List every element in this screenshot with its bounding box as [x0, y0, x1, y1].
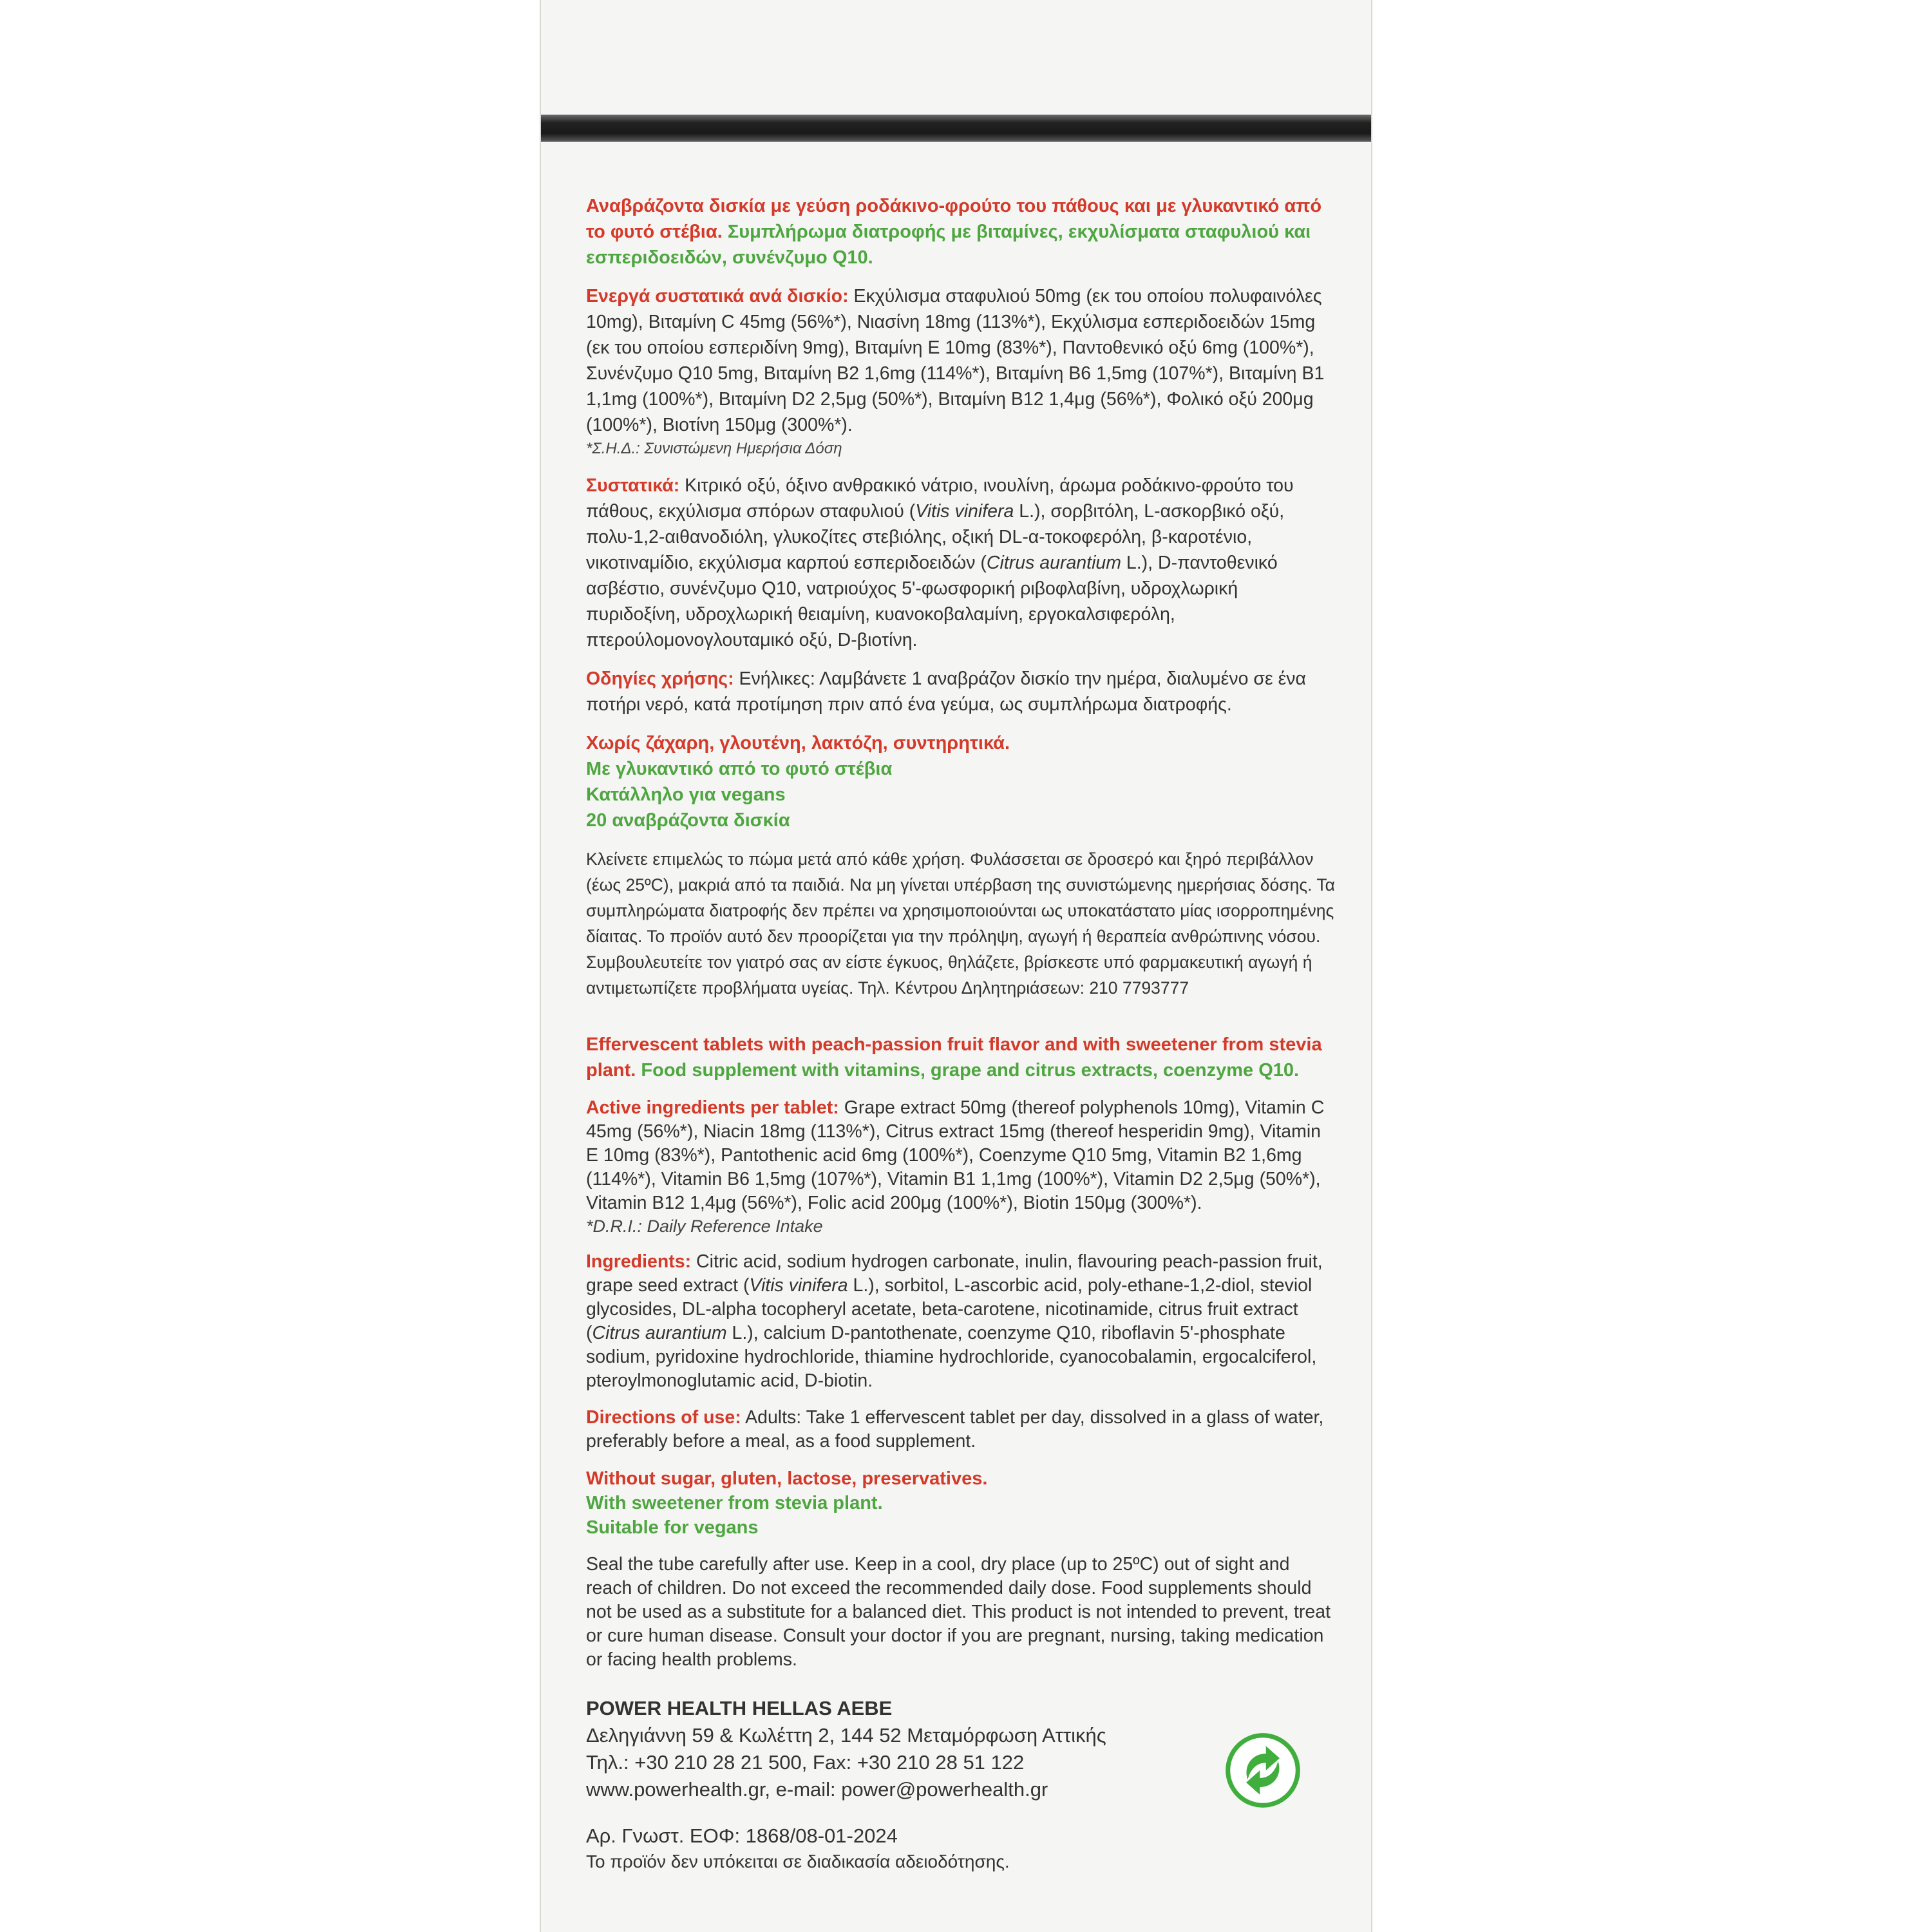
- greek-active-label: Ενεργά συστατικά ανά δισκίο:: [586, 286, 849, 307]
- company-phone: Τηλ.: +30 210 28 21 500, Fax: +30 210 28 51 122: [586, 1751, 1025, 1774]
- english-active-ingredients: [586, 1096, 1336, 1237]
- english-warnings: Seal the tube carefully after use. Keep in a cool, dry place (up to 25ºC) out of sight and reach of children. Do not exceed the recommended daily dose. Food supplements should not be used as a substitute for a balanced diet. This product is not intended to prevent, treat or cure human disease. Consult your doctor if you are pregnant, nursing, taking medication or facing health problems.: [586, 1554, 1331, 1670]
- greek-sweetener: Με γλυκαντικό από το φυτό στέβια: [586, 759, 893, 779]
- greek-directions-label: Οδηγίες χρήσης:: [586, 668, 734, 689]
- english-directions-text: Adults: Take 1 effervescent tablet per day, dissolved in a glass of water, preferably before a meal, as a food supplement.: [586, 1407, 1324, 1452]
- greek-ingredients-italic-2: Citrus aurantium: [986, 553, 1121, 573]
- greek-ingredients: [586, 473, 1336, 653]
- greek-ingredients-text-3: L.), D-παντοθενικό ασβέστιο, συνένζυμο Q10, νατριούχος 5'-φωσφορική ριβοφλαβίνη, υδροχλωρική πυριδοξίνη, υδροχλωρική θειαμίνη, κυανοκοβαλαμίνη, εργοκαλσιφερόλη, πτερούλομονογλουταμικό οξύ, D-βιοτίνη.: [586, 553, 1278, 650]
- greek-claims: [586, 730, 1336, 833]
- greek-headline-red: Αναβράζοντα δισκία με γεύση ροδάκινο-φρούτο του πάθους και με γλυκαντικό από το φυτό στέβια.: [586, 196, 1322, 242]
- english-sweetener: With sweetener from stevia plant.: [586, 1493, 883, 1513]
- english-claims: [586, 1466, 1336, 1540]
- licensing-note: Το προϊόν δεν υπόκειται σε διαδικασία αδειοδότησης.: [586, 1852, 1010, 1871]
- company-web: www.powerhealth.gr, e-mail: power@powerhealth.gr: [586, 1778, 1048, 1801]
- english-ingredients: [586, 1250, 1336, 1393]
- company-address: Δεληγιάννη 59 & Κωλέττη 2, 144 52 Μεταμόρφωση Αττικής: [586, 1724, 1106, 1747]
- english-headline: [586, 1032, 1336, 1083]
- english-headline-red: Effervescent tablets with peach-passion fruit flavor and with sweetener from stevia plant.: [586, 1034, 1322, 1081]
- english-ingredients-text-2: L.), sorbitol, L-ascorbic acid, poly-ethane-1,2-diol, steviol glycosides, DL-alpha tocopheryl acetate, beta-carotene, nicotinamide, citrus fruit extract (: [586, 1275, 1312, 1343]
- greek-free-from: Χωρίς ζάχαρη, γλουτένη, λακτόζη, συντηρητικά.: [586, 733, 1010, 753]
- greek-headline-green: Συμπλήρωμα διατροφής με βιταμίνες, εκχυλίσματα σταφυλιού και εσπεριδοειδών, συνένζυμο Q10.: [586, 222, 1311, 268]
- english-dri-note: *D.R.I.: Daily Reference Intake: [586, 1217, 823, 1236]
- english-ingredients-italic-2: Citrus aurantium: [592, 1323, 727, 1343]
- english-active-label: Active ingredients per tablet:: [586, 1097, 839, 1118]
- greek-active-ingredients: [586, 283, 1336, 460]
- company-info: [586, 1695, 1336, 1803]
- label-text: [586, 193, 1336, 1874]
- english-ingredients-text-3: L.), calcium D-pantothenate, coenzyme Q10, riboflavin 5'-phosphate sodium, pyridoxine hydrochloride, thiamine hydrochloride, cyanocobalamin, ergocalciferol, pteroylmonoglutamic acid, D-biotin.: [586, 1323, 1317, 1391]
- green-dot-recycle-icon: [1225, 1732, 1301, 1808]
- greek-ingredients-italic-1: Vitis vinifera: [915, 501, 1014, 522]
- english-active-text: Grape extract 50mg (thereof polyphenols 10mg), Vitamin C 45mg (56%*), Niacin 18mg (113%*), Citrus extract 15mg (thereof hesperidin 9mg), Vitamin E 10mg (83%*), Pantothenic acid 6mg (100%*), Coenzyme Q10 5mg, Vitamin B2 1,6mg (114%*), Vitamin B6 1,5mg (107%*), Vitamin B1 1,1mg (100%*), Vitamin D2 2,5μg (50%*), Vitamin B12 1,4μg (56%*), Folic acid 200μg (100%*), Biotin 150μg (300%*).: [586, 1097, 1325, 1213]
- greek-directions-text: Ενήλικες: Λαμβάνετε 1 αναβράζον δισκίο την ημέρα, διαλυμένο σε ένα ποτήρι νερό, κατά προτίμηση πριν από ένα γεύμα, ως συμπλήρωμα διατροφής.: [586, 668, 1307, 715]
- eof-number: Αρ. Γνωστ. ΕΟΦ: 1868/08-01-2024: [586, 1824, 898, 1847]
- section-gap: [586, 1014, 1336, 1032]
- english-directions: [586, 1406, 1336, 1454]
- english-ingredients-text-1: Citric acid, sodium hydrogen carbonate, inulin, flavouring peach-passion fruit, grape seed extract (: [586, 1251, 1323, 1296]
- greek-ingredients-label: Συστατικά:: [586, 475, 680, 496]
- top-dark-band: [541, 115, 1371, 142]
- greek-rdi-note: *Σ.Η.Δ.: Συνιστώμενη Ημερήσια Δόση: [586, 440, 842, 457]
- english-ingredients-italic-1: Vitis vinifera: [749, 1275, 848, 1296]
- package-panel: [540, 0, 1372, 1932]
- greek-vegan: Κατάλληλο για vegans: [586, 784, 786, 805]
- company-name: POWER HEALTH HELLAS AEBE: [586, 1697, 893, 1719]
- greek-warnings: Κλείνετε επιμελώς το πώμα μετά από κάθε χρήση. Φυλάσσεται σε δροσερό και ξηρό περιβάλλον (έως 25ºC), μακριά από τα παιδιά. Να μη γίνεται υπέρβαση της συνιστώμενης ημερήσιας δόσης. Τα συμπληρώματα διατροφής δεν πρέπει να χρησιμοποιούνται ως υποκατάστατο μίας ισορροπημένης δίαιτας. Το προϊόν αυτό δεν προορίζεται για την πρόληψη, αγωγή ή θεραπεία ανθρώπινης νόσου. Συμβουλευτείτε τον γιατρό σας αν είστε έγκυος, θηλάζετε, βρίσκεστε υπό φαρμακευτική αγωγή ή αντιμετωπίζετε προβλήματα υγείας. Τηλ. Κέντρου Δηλητηριάσεων: 210 7793777: [586, 849, 1335, 998]
- greek-active-text: Εκχύλισμα σταφυλιού 50mg (εκ του οποίου πολυφαινόλες 10mg), Βιταμίνη C 45mg (56%*), Νιασίνη 18mg (113%*), Εκχύλισμα εσπεριδοειδών 15mg (εκ του οποίου εσπεριδίνη 9mg), Βιταμίνη Ε 10mg (83%*), Παντοθενικό οξύ 6mg (100%*), Συνένζυμο Q10 5mg, Βιταμίνη Β2 1,6mg (114%*), Βιταμίνη Β6 1,5mg (107%*), Βιταμίνη Β1 1,1mg (100%*), Βιταμίνη D2 2,5μg (50%*), Βιταμίνη Β12 1,4μg (56%*), Φολικό οξύ 200μg (100%*), Βιοτίνη 150μg (300%*).: [586, 286, 1325, 435]
- greek-headline: [586, 193, 1336, 270]
- greek-ingredients-text-1: Κιτρικό οξύ, όξινο ανθρακικό νάτριο, ινουλίνη, άρωμα ροδάκινο-φρούτο του πάθους, εκχύλισμα σπόρων σταφυλιού (: [586, 475, 1294, 522]
- english-ingredients-label: Ingredients:: [586, 1251, 692, 1272]
- english-vegan: Suitable for vegans: [586, 1517, 759, 1538]
- registration-info: [586, 1823, 1336, 1874]
- greek-count: 20 αναβράζοντα δισκία: [586, 810, 790, 831]
- greek-ingredients-text-2: L.), σορβιτόλη, L-ασκορβικό οξύ, πολυ-1,2-αιθανοδιόλη, γλυκοζίτες στεβιόλης, οξική DL-α-τοκοφερόλη, β-καροτένιο, νικοτιναμίδιο, εκχύλισμα καρπού εσπεριδοειδών (: [586, 501, 1285, 573]
- greek-directions: [586, 666, 1336, 717]
- english-free-from: Without sugar, gluten, lactose, preservatives.: [586, 1468, 988, 1489]
- english-directions-label: Directions of use:: [586, 1407, 741, 1428]
- english-headline-green: Food supplement with vitamins, grape and citrus extracts, coenzyme Q10.: [641, 1060, 1300, 1081]
